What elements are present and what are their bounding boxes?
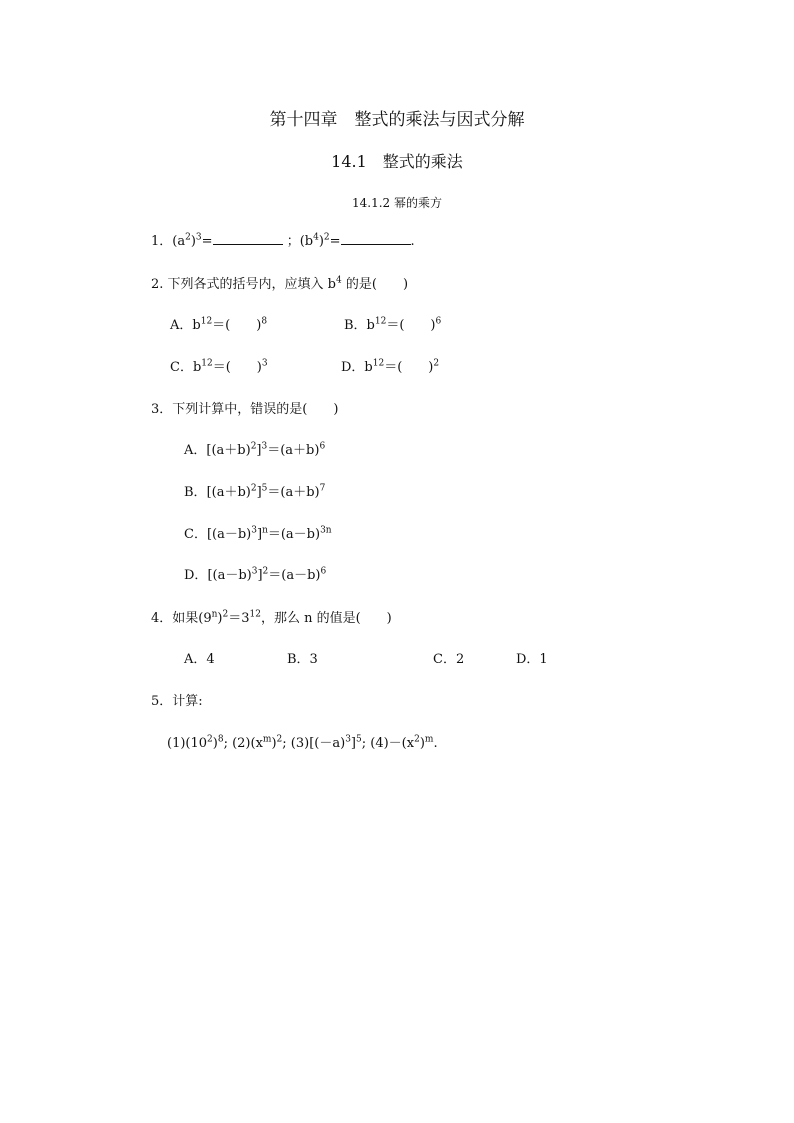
question-5-items: $(1)(10^2)^8$; $(2)(x^m)^2$; $(3)[(-a)^3]^5$; $(4)-(x^2)^m$. bbox=[167, 734, 438, 751]
question-1-number: 1． bbox=[151, 234, 173, 249]
question-3-option-b: B．$[(a+b)^2]^5=(a+b)^7$ bbox=[184, 483, 326, 500]
question-1: 1．$(a^2)^3=$ ；$(b^4)^2=$ . bbox=[151, 232, 415, 249]
subsection-title: 14.1.2 幂的乘方 bbox=[352, 196, 442, 210]
question-2-option-b: B．$b^{12}=$( )$^6$ bbox=[344, 316, 442, 333]
question-4-option-c: C．2 bbox=[433, 652, 465, 667]
question-4: 4．如果$(9^n)^2=3^{12}$，那么 n 的值是( ) bbox=[151, 609, 392, 626]
question-3-option-a: A．$[(a+b)^2]^3=(a+b)^6$ bbox=[184, 441, 326, 458]
question-4-option-d: D．1 bbox=[516, 652, 548, 667]
question-2-stem-b: 的是( ) bbox=[341, 277, 409, 292]
question-5: 5．计算: bbox=[151, 694, 203, 709]
question-4-option-b: B．3 bbox=[287, 652, 318, 667]
question-3-option-c: C．$[(a-b)^3]^n=(a-b)^{3n}$ bbox=[184, 525, 332, 542]
question-3: 3．下列计算中，错误的是( ) bbox=[151, 402, 339, 417]
question-2: 2. 下列各式的括号内，应填入 $b^4$ 的是( ) bbox=[151, 275, 409, 292]
section-title: 14.1 整式的乘法 bbox=[331, 152, 463, 171]
question-3-option-d: D．$[(a-b)^3]^2=(a-b)^6$ bbox=[184, 566, 327, 583]
question-2-option-c: C．$b^{12}=$( )$^3$ bbox=[170, 358, 268, 375]
question-2-stem-a: 2. 下列各式的括号内，应填入 b bbox=[151, 277, 336, 292]
question-2-option-a: A．$b^{12}=$( )$^8$ bbox=[170, 316, 268, 333]
chapter-title: 第十四章 整式的乘法与因式分解 bbox=[269, 110, 525, 130]
question-4-option-a: A．4 bbox=[184, 652, 215, 667]
question-2-option-d: D．$b^{12}=$( )$^2$ bbox=[341, 358, 440, 375]
answer-blank-1[interactable] bbox=[213, 243, 283, 245]
answer-blank-2[interactable] bbox=[341, 243, 411, 245]
